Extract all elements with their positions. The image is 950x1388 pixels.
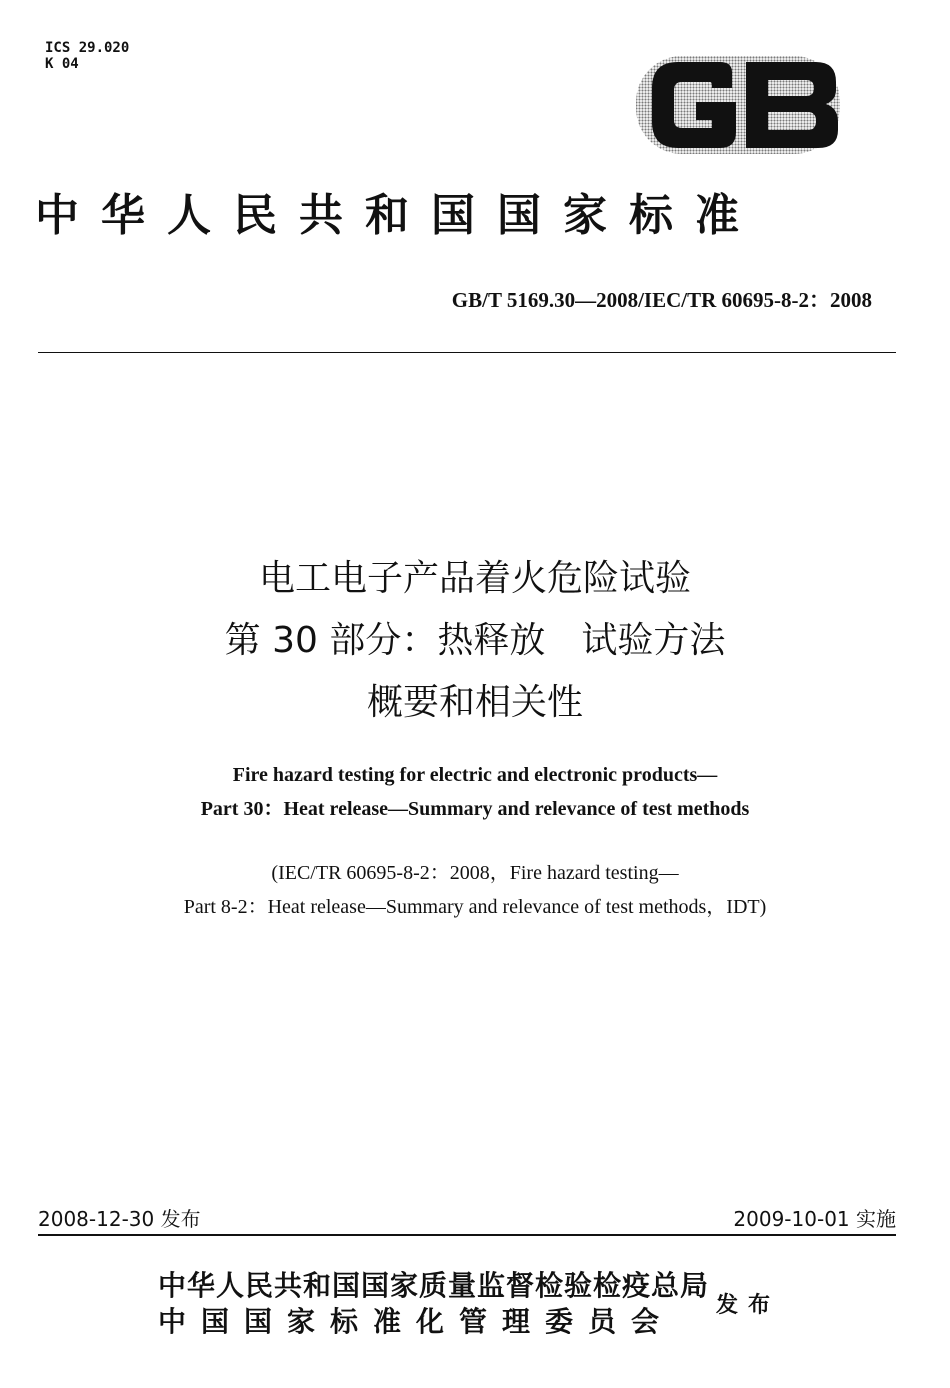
issuer-aqsiq: 中华人民共和国国家质量监督检验检疫总局	[158, 1269, 710, 1302]
ics-code: ICS 29.020	[45, 40, 130, 56]
english-title-line1: Fire hazard testing for electric and electronic products—	[232, 764, 718, 786]
issue-date: 2008-12-30 发布	[38, 1207, 201, 1231]
implementation-date: 2009-10-01 实施	[733, 1207, 896, 1231]
chinese-title-line1: 电工电子产品着火危险试验	[258, 558, 691, 599]
issuing-authorities	[158, 1268, 709, 1340]
standard-number: GB/T 5169.30—2008/IEC/TR 60695-8-2：2008	[451, 288, 872, 312]
idt-reference-line2: Part 8-2：Heat release—Summary and relevance of test methods，IDT)	[183, 896, 767, 918]
top-divider	[38, 352, 896, 353]
english-title	[0, 758, 950, 826]
classification-codes	[45, 40, 129, 72]
english-title-line2: Part 30：Heat release—Summary and relevance of test methods	[200, 798, 750, 820]
bottom-divider	[38, 1234, 896, 1236]
national-standard-heading: 中华人民共和国国家标准	[35, 190, 761, 241]
publish-label: 发布	[716, 1292, 781, 1318]
chinese-title-line2: 第 30 部分：热释放 试验方法	[224, 620, 726, 661]
ccs-code: K 04	[45, 56, 79, 72]
issuer-sac: 中国国家标准化管理委员会	[158, 1305, 675, 1338]
idt-reference-line1: (IEC/TR 60695-8-2：2008，Fire hazard testing—	[271, 862, 679, 884]
chinese-title-line3: 概要和相关性	[366, 682, 583, 723]
gb-logo-icon	[632, 50, 848, 160]
idt-reference	[0, 856, 950, 924]
chinese-title	[0, 548, 950, 734]
